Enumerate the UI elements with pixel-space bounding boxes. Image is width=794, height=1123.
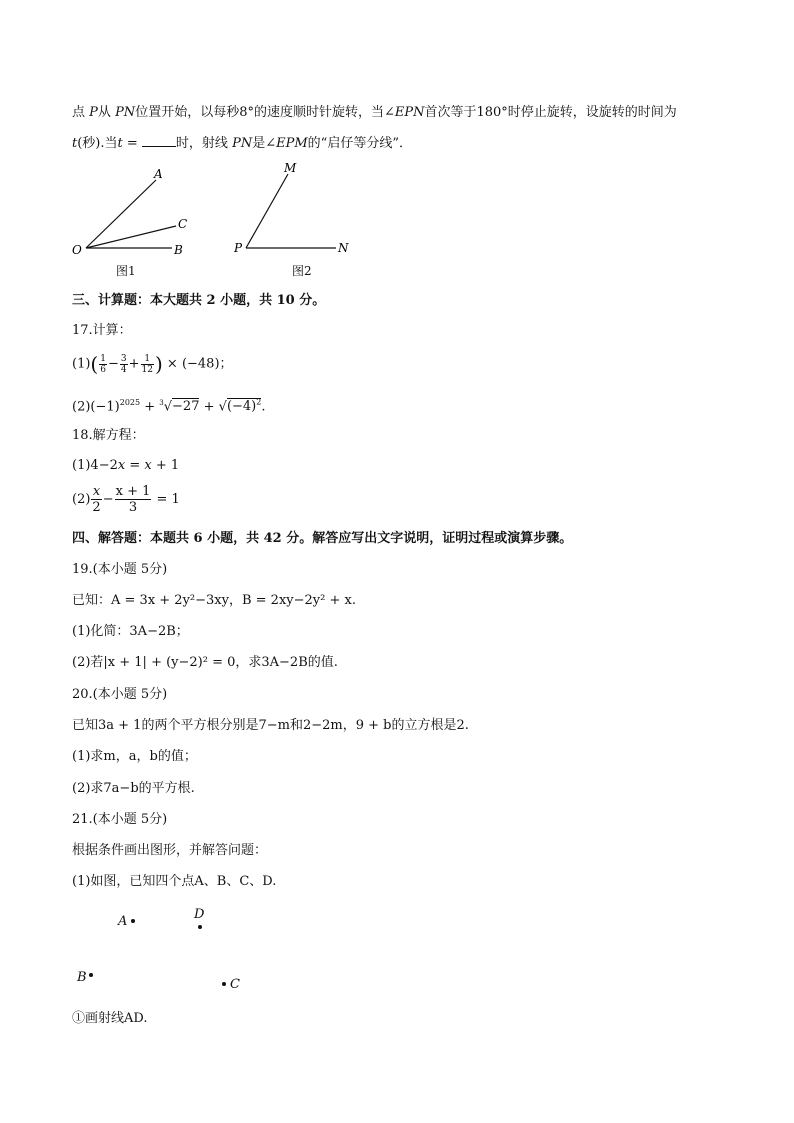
- section-3-title: 三、计算题：本大题共 2 小题，共 10 分。: [72, 293, 326, 308]
- q21-intro: 根据条件画出图形，并解答问题：: [72, 843, 268, 858]
- q19-title: 19.(本小题 5分): [72, 562, 168, 577]
- point-A-label: A: [118, 914, 128, 929]
- figure-2-angle-diagram: [230, 158, 360, 258]
- answer-blank: [142, 134, 176, 147]
- point-D-dot: [198, 925, 202, 929]
- q21-title: 21.(本小题 5分): [72, 812, 168, 827]
- section-4-title: 四、解答题：本题共 6 小题，共 42 分。解答应写出文字说明，证明过程或演算步骤。: [72, 531, 573, 546]
- q20-title: 20.(本小题 5分): [72, 687, 168, 702]
- q21-part1: (1)如图，已知四个点A、B、C、D.: [72, 874, 277, 889]
- q17-part2: $(2)(-1)^{2025} + ^3√-27 + √(-4)^2$.: [72, 398, 266, 415]
- figure-2-caption: 图2: [292, 264, 312, 278]
- point-C-label: C: [230, 977, 240, 992]
- q17-part1: (1)( $\frac{1}{6}$ − $\frac{3}{4}$ + $\frac{1}{12}$ ) × (−48)；: [72, 352, 233, 376]
- q21-step1: ①画射线AD.: [72, 1011, 148, 1026]
- point-B-dot: [89, 973, 93, 977]
- figure-1-caption: 图1: [116, 264, 136, 278]
- q17-title: 17.计算：: [72, 323, 132, 338]
- fig1-label-B: B: [174, 243, 183, 257]
- q20-part2: (2)求7a−b的平方根.: [72, 781, 195, 796]
- fig1-label-A: A: [154, 167, 163, 181]
- point-B-label: B: [77, 970, 87, 985]
- figure-1-angle-diagram: [64, 160, 204, 260]
- fig1-label-C: C: [178, 217, 188, 231]
- fig2-label-P: P: [234, 241, 243, 255]
- q19-part1: (1)化简：3A−2B；: [72, 624, 189, 639]
- q19-given: 已知：A = 3x + 2y²−3xy，B = 2xy−2y² + x.: [72, 593, 356, 608]
- point-C-dot: [222, 982, 226, 986]
- q18-title: 18.解方程：: [72, 428, 145, 443]
- q18-part2: (2) $\frac{x}{2}$ − $\frac{x + 1}{3}$ = 1: [72, 484, 180, 515]
- q16-line1: 点 P从 PN位置开始，以每秒8°的速度顺时针旋转，当∠EPN首次等于180°时停止旋转，设旋转的时间为: [72, 105, 677, 120]
- fig1-label-O: O: [72, 243, 82, 257]
- point-D-label: D: [194, 907, 205, 922]
- q19-part2: (2)若|x + 1| + (y−2)² = 0，求3A−2B的值.: [72, 655, 338, 670]
- fig2-label-M: M: [284, 161, 297, 175]
- q20-given: 已知3a + 1的两个平方根分别是7−m和2−2m，9 + b的立方根是2.: [72, 718, 469, 733]
- q20-part1: (1)求m，a，b的值；: [72, 749, 197, 764]
- q16-line2: t(秒).当t = 时，射线 PN是∠EPM的“启仔等分线”．: [72, 136, 412, 151]
- point-A-dot: [131, 919, 135, 923]
- fig2-label-N: N: [338, 241, 349, 255]
- q18-part1: (1)4−2x = x + 1: [72, 458, 180, 473]
